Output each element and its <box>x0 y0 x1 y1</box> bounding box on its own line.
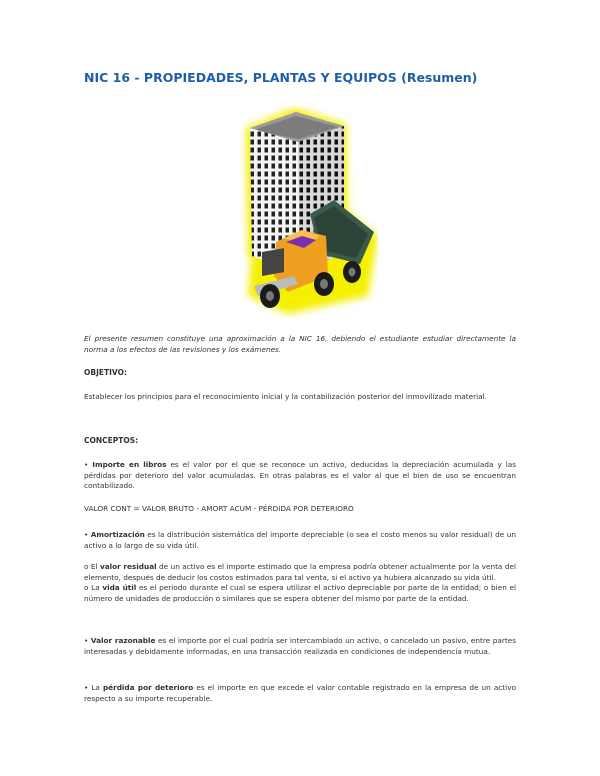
term-valor-razonable: Valor razonable <box>90 636 156 645</box>
building-truck-illustration <box>228 106 378 318</box>
importe-libros-paragraph <box>84 460 516 492</box>
bullet: • La <box>84 683 103 692</box>
definition-text: es el periodo durante el cual se espera utilizar el activo depreciable por parte de la entidad; o bien el número de unidades de producción o similares que se espera obtener del mismo por parte de la entidad. <box>84 583 516 604</box>
amortizacion-paragraph <box>84 530 516 551</box>
definition-text: de un activo es el importe estimado que la empresa podría obtener actualmente por la venta del elemento, después de deducir los costos estimados para tal venta, si el activo ya hubiera alcanzado su vida útil. <box>84 562 516 582</box>
intro-paragraph: El presente resumen constituye una aproximación a la NIC 16, debiendo el estudiante estudiar directamente la norma a los efectos de las revisiones y los exámenes. <box>84 334 516 354</box>
objetivo-paragraph: Establecer los principios para el reconocimiento inicial y la contabilización posterior del inmovilizado material. <box>84 392 487 401</box>
bullet: • <box>84 636 91 645</box>
valor-razonable-paragraph <box>84 636 516 657</box>
conceptos-heading: CONCEPTOS: <box>84 436 139 445</box>
bullet: • <box>84 460 93 469</box>
page-title: NIC 16 - PROPIEDADES, PLANTAS Y EQUIPOS (Resumen) <box>84 70 478 85</box>
objetivo-heading: OBJETIVO: <box>84 368 127 377</box>
term-vida-util: vida útil <box>102 583 137 593</box>
bullet: o El <box>84 562 100 571</box>
term-perdida-deterioro: pérdida por deterioro <box>102 683 194 692</box>
valor-contable-formula: VALOR CONT = VALOR BRUTO - AMORT ACUM - PÉRDIDA POR DETERIORO <box>84 504 354 513</box>
definition-text: es el valor por el que se reconoce un activo, deducidas la depreciación acumulada y las pérdidas por deterioro del valor acumuladas. En otras palabras es el valor al que el bien de uso se encuentran contabilizado. <box>84 460 517 491</box>
bullet: o La <box>84 583 103 593</box>
definition-text: es el importe en que excede el valor contable registrado en la empresa de un activo respecto a su importe recuperable. <box>84 683 516 703</box>
definition-text: es el importe por el cual podría ser intercambiado un activo, o cancelado un pasivo, entre partes interesadas y debidamente informadas, en una transacción realizada en condiciones de independencia mutua. <box>84 636 517 656</box>
perdida-deterioro-paragraph <box>84 683 516 704</box>
definition-text: es la distribución sistemática del importe depreciable (o sea el costo menos su valor residual) de un activo a lo largo de su vida útil. <box>84 530 516 550</box>
bullet: • <box>84 530 91 539</box>
term-amortizacion: Amortización <box>90 530 145 539</box>
term-valor-residual: valor residual <box>99 562 157 571</box>
valor-residual-vida-util-paragraph <box>84 562 516 605</box>
term-importe-libros: Importe en libros <box>92 460 167 469</box>
